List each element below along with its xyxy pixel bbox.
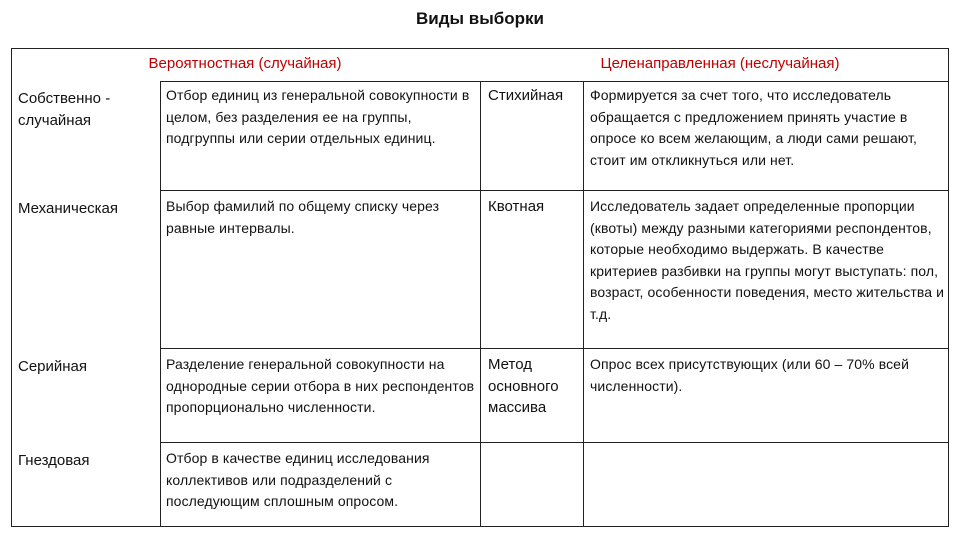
- page-title: Виды выборки: [416, 9, 544, 28]
- row-label-spontaneous: Стихийная: [488, 87, 564, 104]
- divider: [160, 442, 480, 443]
- divider: [480, 190, 948, 191]
- divider: [160, 348, 480, 349]
- header-purposive: Целенаправленная (неслучайная): [600, 55, 840, 72]
- divider: [948, 81, 949, 527]
- divider: [583, 81, 584, 527]
- divider: [480, 81, 481, 527]
- divider: [480, 81, 948, 82]
- divider: [160, 81, 161, 527]
- divider: [160, 190, 480, 191]
- row-desc-mechanical: Выбор фамилий по общему списку через равные интервалы.: [166, 198, 440, 236]
- row-label-serial: Серийная: [18, 358, 88, 375]
- row-desc-spontaneous: Формируется за счет того, что исследователь обращается с предложением принять участие в опросе ко всем желающим, а люди сами решают, стоит им откликнуться или нет.: [590, 87, 918, 168]
- row-label-simple-random: Собственно - случайная: [18, 90, 111, 129]
- row-desc-simple-random: Отбор единиц из генеральной совокупности в целом, без разделения ее на группы, подгруппы или серии отдельных единиц.: [166, 87, 470, 146]
- divider: [480, 442, 948, 443]
- row-label-cluster: Гнездовая: [18, 452, 90, 469]
- row-label-mechanical: Механическая: [18, 200, 119, 217]
- row-desc-cluster: Отбор в качестве единиц исследования коллективов или подразделений с последующим сплошным опросом.: [166, 450, 430, 509]
- row-label-main-array: Метод основного массива: [488, 356, 559, 416]
- row-label-quota: Квотная: [488, 198, 545, 215]
- divider: [160, 81, 480, 82]
- row-desc-quota: Исследователь задает определенные пропорции (квоты) между разными категориями респондентов, которые необходимо выдержать. В качестве критериев разбивки на группы могут выступать: пол, возраст, особенности поведения, место жительства и т.д.: [590, 198, 945, 322]
- header-probability: Вероятностная (случайная): [148, 55, 342, 72]
- row-desc-main-array: Опрос всех присутствующих (или 60 – 70% всей численности).: [590, 356, 909, 394]
- row-desc-serial: Разделение генеральной совокупности на однородные серии отбора в них респондентов пропорционально численности.: [166, 356, 475, 415]
- divider: [480, 348, 948, 349]
